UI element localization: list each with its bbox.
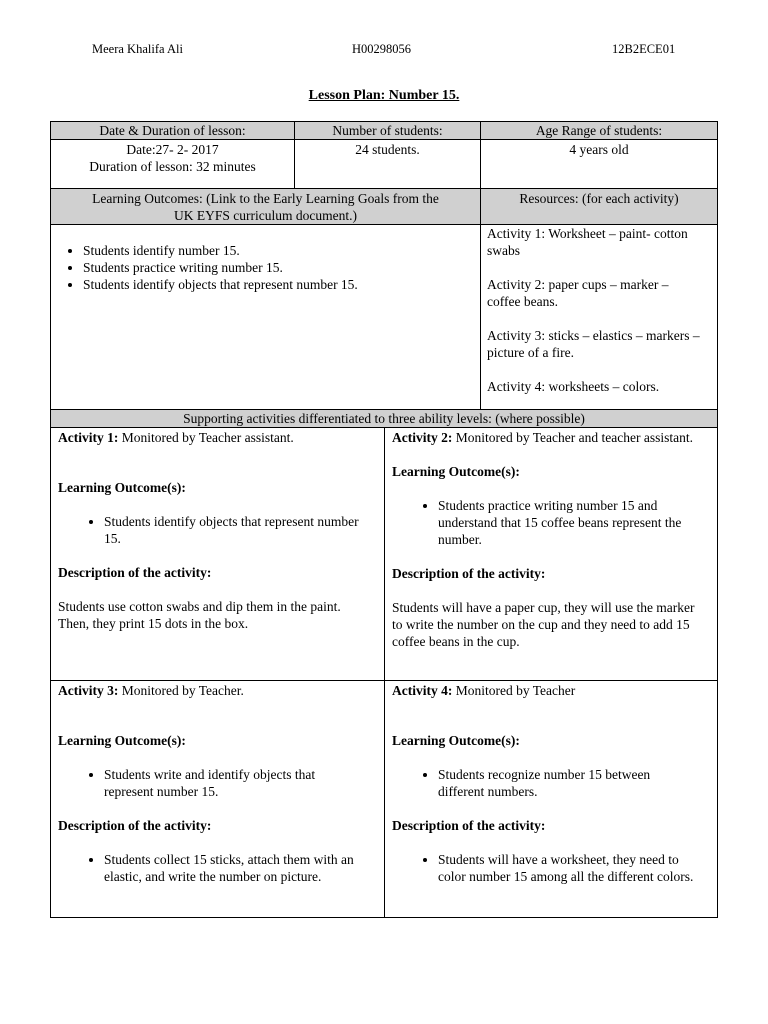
learning-outcomes-header: Learning Outcomes: (Link to the Early Learning Goals from the UK EYFS curriculum document.) [50, 188, 481, 225]
activity-monitor: Monitored by Teacher [452, 683, 576, 698]
list-item: • Students recognize number 15 between different numbers. [438, 766, 699, 800]
list-item: • Students write and identify objects that represent number 15. [104, 766, 366, 800]
age-range-cell [480, 139, 718, 189]
outcome-label: Learning Outcome(s): [392, 733, 520, 748]
description-label: Description of the activity: [58, 818, 212, 833]
learning-outcomes-cell [50, 224, 481, 410]
resource-activity-4: Activity 4: worksheets – colors. [487, 379, 660, 394]
author-name: Meera Khalifa Ali [92, 42, 183, 56]
activity-description: • Students will have a worksheet, they need to color number 15 among all the different colors. [438, 851, 699, 885]
lesson-duration: Duration of lesson: 32 minutes [89, 159, 256, 174]
date-duration-cell [50, 139, 295, 189]
resources-cell [480, 224, 718, 410]
activity-label: Activity 4: [392, 683, 453, 698]
students-header: Number of students: [294, 121, 481, 140]
activity-description: Students use cotton swabs and dip them in the paint. Then, they print 15 dots in the box. [58, 599, 341, 631]
learning-outcomes-list [57, 242, 480, 293]
list-item: • Students identify objects that represent number 15. [104, 513, 366, 547]
lesson-title: Lesson Plan: Number 15. [308, 88, 460, 103]
age-range-header: Age Range of students: [480, 121, 718, 140]
resource-activity-2: Activity 2: paper cups – marker – coffee beans. [487, 277, 669, 309]
activity-description: Students will have a paper cup, they will use the marker to write the number on the cup and they need to add 15 coffee beans in the cup. [392, 600, 695, 649]
activity-description: • Students collect 15 sticks, attach them with an elastic, and write the number on picture. [104, 851, 366, 885]
list-item: • Students identify number 15. [83, 242, 480, 259]
activity-2-cell [384, 427, 718, 681]
description-label: Description of the activity: [392, 566, 546, 581]
activity-label: Activity 1: [58, 430, 119, 445]
activity-1-cell [50, 427, 385, 681]
activity-label: Activity 3: [58, 683, 119, 698]
list-item: • Students practice writing number 15 and understand that 15 coffee beans represent the number. [438, 497, 699, 548]
resources-header: Resources: (for each activity) [480, 188, 718, 225]
date-duration-header: Date & Duration of lesson: [50, 121, 295, 140]
students-count: 24 students. [355, 142, 420, 157]
activity-label: Activity 2: [392, 430, 453, 445]
supporting-activities-header: Supporting activities differentiated to three ability levels: (where possible) [50, 409, 718, 428]
outcome-label: Learning Outcome(s): [58, 733, 186, 748]
resource-activity-1: Activity 1: Worksheet – paint- cotton swabs [487, 226, 688, 258]
activity-monitor: Monitored by Teacher and teacher assistant. [452, 430, 693, 445]
students-count-cell [294, 139, 481, 189]
student-id: H00298056 [352, 42, 412, 56]
lesson-date: Date:27- 2- 2017 [126, 142, 219, 157]
activity-monitor: Monitored by Teacher. [118, 683, 244, 698]
resource-activity-3: Activity 3: sticks – elastics – markers – picture of a fire. [487, 328, 700, 360]
description-label: Description of the activity: [58, 565, 212, 580]
list-item: • Students identify objects that represent number 15. [83, 276, 480, 293]
activity-monitor: Monitored by Teacher assistant. [118, 430, 294, 445]
activity-4-cell [384, 680, 718, 918]
age-range: 4 years old [569, 142, 629, 157]
outcome-label: Learning Outcome(s): [392, 464, 520, 479]
class-code: 12B2ECE01 [612, 42, 676, 56]
activity-3-cell [50, 680, 385, 918]
list-item: • Students practice writing number 15. [83, 259, 480, 276]
description-label: Description of the activity: [392, 818, 546, 833]
outcome-label: Learning Outcome(s): [58, 480, 186, 495]
